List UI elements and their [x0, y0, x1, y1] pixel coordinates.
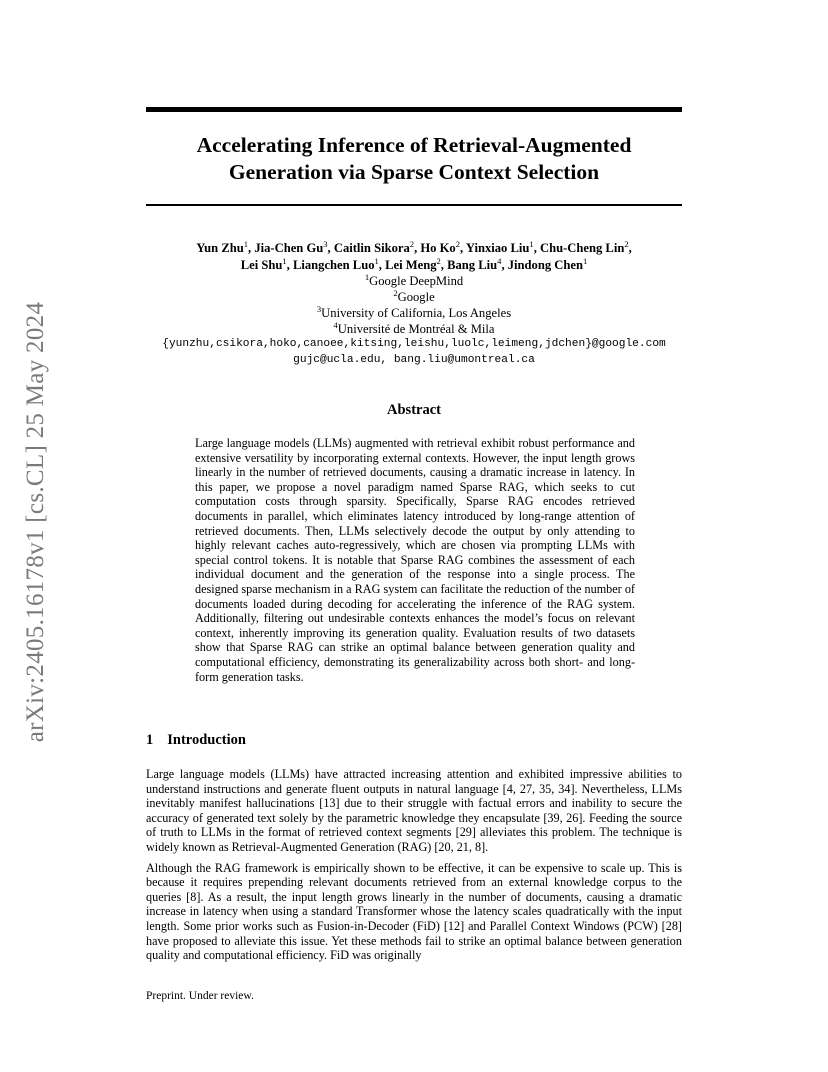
- abstract-body: Large language models (LLMs) augmented with retrieval exhibit robust performance and extensive versatility by incorporating external contexts. However, the input length grows linearly in the number of retrieved documents, causing a dramatic increase in latency. In this paper, we propose a novel paradigm named Sparse RAG, which seeks to cut computation costs through sparsity. Specifically, Sparse RAG encodes retrieved documents in parallel, which eliminates latency introduced by long-range attention of retrieved documents. Then, LLMs selectively decode the output by only attending to highly relevant caches auto-regressively, which are chosen via prompting LLMs with special control tokens. It is notable that Sparse RAG combines the assessment of each individual document and the generation of the response into a single process. The designed sparse mechanism in a RAG system can facilitate the reduction of the number of documents loaded during decoding for accelerating the inference of the RAG system. Additionally, filtering out undesirable contexts enhances the model’s focus on relevant context, inherently improving its generation quality. Evaluation results of two datasets show that Sparse RAG can strike an optimal balance between generation quality and computational efficiency, demonstrating its generalizability across both short- and long-form generation tasks.: [195, 436, 635, 684]
- title-rule-top: [146, 107, 682, 112]
- author: Jindong Chen: [507, 258, 583, 272]
- introduction-body: [146, 767, 682, 969]
- author-affil-sup: 4: [497, 255, 502, 266]
- section-title: Introduction: [167, 732, 246, 748]
- author-affil-sup: 3: [323, 238, 328, 249]
- author: Caitlin Sikora: [333, 241, 410, 255]
- paper-title: [146, 132, 682, 186]
- author: Lei Meng: [385, 258, 437, 272]
- affiliation: $^1$Google DeepMind: [364, 271, 464, 288]
- author-affil-sup: 1: [374, 255, 379, 266]
- section-heading-introduction: [146, 732, 246, 749]
- title-rule-bottom: [146, 204, 682, 206]
- author-list: [146, 240, 682, 274]
- affiliation: $^3$University of California, Los Angeles: [316, 303, 512, 320]
- author-affil-sup: 1: [243, 238, 249, 249]
- email-line-2: gujc@ucla.edu, bang.liu@umontreal.ca: [293, 354, 535, 366]
- author-affil-sup: 2: [436, 255, 441, 266]
- affiliation-list: [146, 273, 682, 337]
- author: Liangchen Luo: [292, 258, 375, 272]
- author-affil-sup: 2: [409, 238, 415, 249]
- title-line-1: Accelerating Inference of Retrieval-Augmented: [196, 133, 632, 157]
- author-line-2: Lei Shu$^1$, Liangchen Luo$^1$, Lei Meng$^2$, Bang Liu$^4$, Jindong Chen$^1$: [240, 255, 588, 272]
- author-affil-sup: 1: [282, 255, 287, 266]
- author-line-1: Yun Zhu$^1$, Jia-Chen Gu$^3$, Caitlin Sikora$^2$, Ho Ko$^2$, Yinxiao Liu$^1$, Chu-Cheng Lin$^2$,: [196, 238, 632, 255]
- author-affil-sup: 1: [529, 238, 534, 249]
- paragraph: Large language models (LLMs) have attracted increasing attention and exhibited impressive abilities to understand instructions and generate fluent outputs in natural language [4, 27, 35, 34]. Nevertheless, LLMs inevitably manifest hallucinations [13] due to their struggle with factual errors and inability to secure the accuracy of generated text solely by the parametric knowledge they encapsulate [39, 26]. Feeding the source of truth to LLMs in the format of retrieved context segments [29] alleviates this problem. The technique is widely known as Retrieval-Augmented Generation (RAG) [20, 21, 8].: [146, 767, 682, 854]
- author: Lei Shu: [240, 258, 283, 272]
- author-affil-sup: 1: [582, 255, 588, 266]
- footer-note: Preprint. Under review.: [146, 990, 254, 1002]
- title-line-2: Generation via Sparse Context Selection: [228, 160, 600, 184]
- author-affil-sup: 2: [455, 238, 460, 249]
- author: Chu-Cheng Lin: [539, 241, 625, 255]
- affiliation: $^2$Google: [393, 287, 435, 304]
- author: Yinxiao Liu: [465, 241, 530, 255]
- affiliation: $^4$Université de Montréal & Mila: [333, 319, 495, 336]
- author: Ho Ko: [420, 241, 456, 255]
- email-list: [100, 336, 728, 368]
- author: Yun Zhu: [196, 241, 244, 255]
- abstract-heading: Abstract: [387, 402, 441, 418]
- author-affil-sup: 2: [624, 238, 629, 249]
- paragraph: Although the RAG framework is empirically shown to be effective, it can be expensive to scale up. This is because it requires prepending relevant documents retrieved from an external knowledge corpus to the queries [8]. As a result, the input length grows linearly in the number of documents, causing a dramatic increase in latency when using a standard Transformer whose the latency scales quadratically with the input length. Some prior works such as Fusion-in-Decoder (FiD) [12] and Parallel Context Windows (PCW) [28] have proposed to alleviate this issue. Yet these methods fail to strike an optimal balance between generation quality and computational efficiency. FiD was originally: [146, 860, 682, 963]
- author: Jia-Chen Gu: [254, 241, 324, 255]
- email-line-1: {yunzhu,csikora,hoko,canoee,kitsing,leishu,luolc,leimeng,jdchen}@google.com: [162, 338, 666, 350]
- section-number: 1: [146, 732, 154, 748]
- arxiv-identifier: arXiv:2405.16178v1 [cs.CL] 25 May 2024: [22, 301, 49, 743]
- author: Bang Liu: [447, 258, 498, 272]
